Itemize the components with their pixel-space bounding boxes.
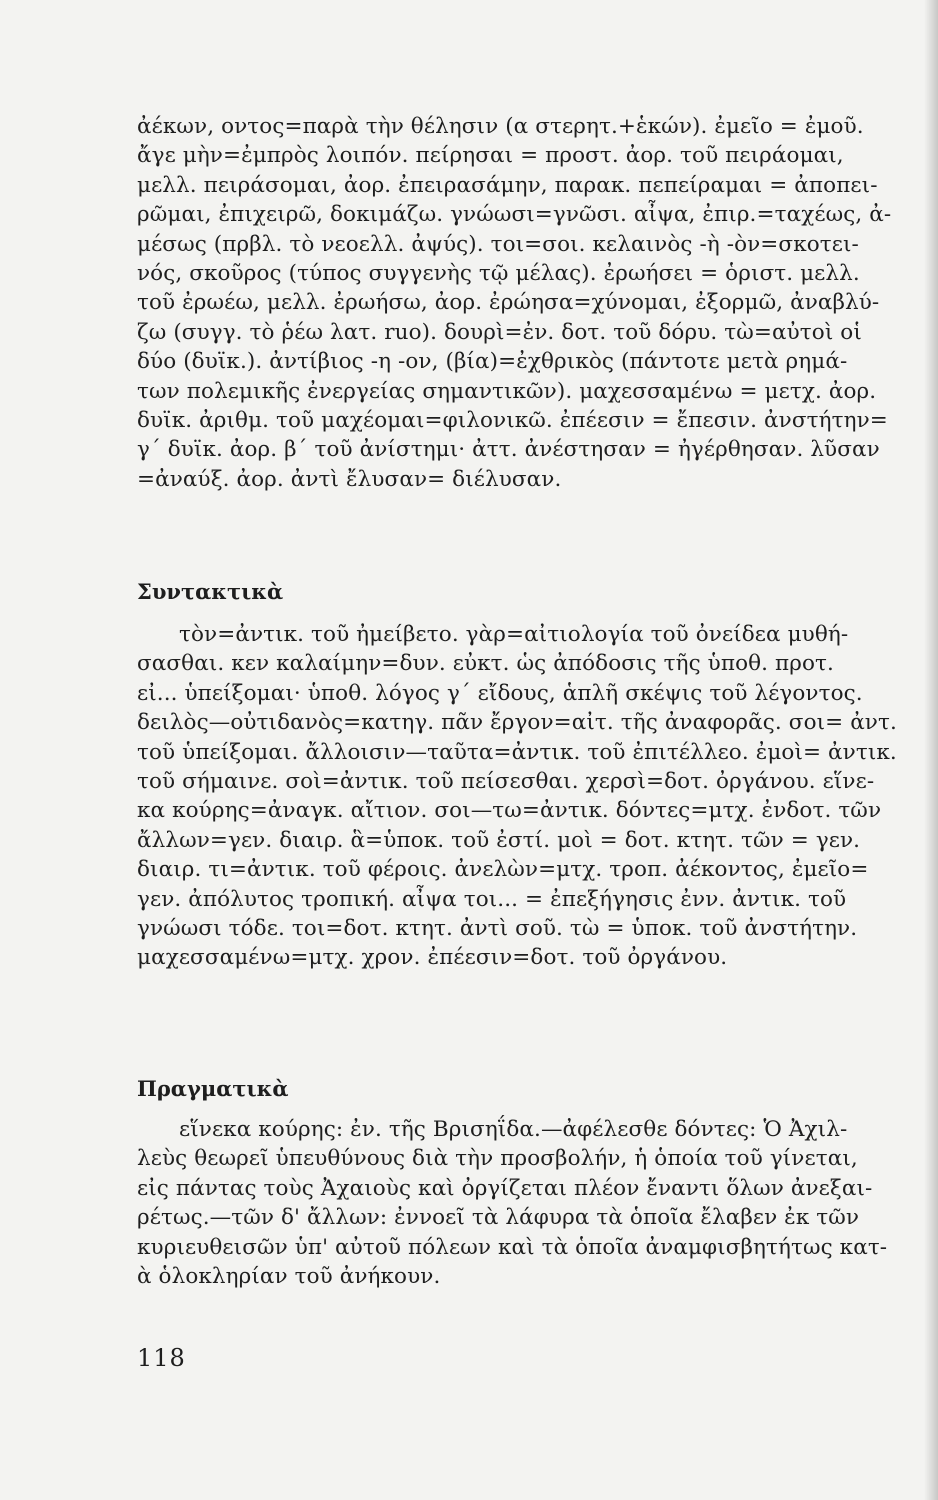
syntax-line: γεν. ἀπόλυτος τροπική. αἶψα τοι... = ἐπεξήγησις ἐνν. ἀντικ. τοῦ: [137, 886, 847, 912]
pragmatics-line: ρέτως.—τῶν δ' ἄλλων: ἐννοεῖ τὰ λάφυρα τὰ ὁποῖα ἔλαβεν ἐκ τῶν: [137, 1205, 860, 1231]
vocabulary-line: δύο (δυϊκ.). ἀντίβιος -η -ον, (βία)=ἐχθρικὸς (πάντοτε μετὰ ρημά-: [137, 349, 848, 375]
syntax-line: δειλὸς—οὐτιδανὸς=κατηγ. πᾶν ἔργον=αἰτ. τῆς ἀναφορᾶς. σοι= ἀντ.: [137, 710, 897, 736]
vocabulary-section: [137, 112, 923, 494]
syntax-heading: Συντακτικὰ: [137, 579, 284, 604]
syntax-line: τοῦ ὑπείξομαι. ἄλλοισιν—ταῦτα=ἀντικ. τοῦ ἐπιτέλλεο. ἐμοὶ= ἀντικ.: [137, 739, 897, 765]
pragmatics-section: [137, 1115, 923, 1291]
page-number: 118: [137, 1344, 186, 1372]
vocabulary-line: τοῦ ἐρωέω, μελλ. ἐρωήσω, ἀορ. ἐρώησα=χύνομαι, ἐξορμῶ, ἀναβλύ-: [137, 290, 880, 316]
vocabulary-line: νός, σκοῦρος (τύπος συγγενὴς τῷ μέλας). ἐρωήσει = ὁριστ. μελλ.: [137, 261, 860, 287]
vocabulary-line: των πολεμικῆς ἐνεργείας σημαντικῶν). μαχεσσαμένω = μετχ. ἀορ.: [137, 378, 877, 404]
vocabulary-line: μελλ. πειράσομαι, ἀορ. ἐπειρασάμην, παρακ. πεπείραμαι = ἀποπει-: [137, 172, 878, 198]
pragmatics-line: κυριευθεισῶν ὑπ' αὐτοῦ πόλεων καὶ τὰ ὁποῖα ἀναμφισβητήτως κατ-: [137, 1234, 888, 1260]
syntax-line: μαχεσσαμένω=μτχ. χρον. ἐπέεσιν=δοτ. τοῦ ὀργάνου.: [137, 945, 728, 971]
syntax-line: τὸν=ἀντικ. τοῦ ἠμείβετο. γὰρ=αἰτιολογία τοῦ ὀνείδεα μυθή-: [179, 622, 849, 647]
syntax-line: κα κούρης=ἀναγκ. αἴτιον. σοι—τω=ἀντικ. δόντες=μτχ. ἐνδοτ. τῶν: [137, 798, 882, 824]
vocabulary-line: δυϊκ. ἀριθμ. τοῦ μαχέομαι=φιλονικῶ. ἐπέεσιν = ἔπεσιν. ἀνστήτην=: [137, 408, 888, 434]
vocabulary-line: ρῶμαι, ἐπιχειρῶ, δοκιμάζω. γνώωσι=γνῶσι. αἶψα, ἐπιρ.=ταχέως, ἀ-: [137, 202, 892, 228]
syntax-line: τοῦ σήμαινε. σοὶ=ἀντικ. τοῦ πείσεσθαι. χερσὶ=δοτ. ὀργάνου. εἵνε-: [137, 769, 875, 795]
pragmatics-line: εἵνεκα κούρης: ἐν. τῆς Βρισηΐδα.—ἀφέλεσθε δόντες: Ὁ Ἀχιλ-: [179, 1117, 848, 1142]
pragmatics-line: λεὺς θεωρεῖ ὑπευθύνους διὰ τὴν προσβολήν, ἡ ὁποία τοῦ γίνεται,: [137, 1146, 858, 1172]
pragmatics-heading: Πραγματικὰ: [137, 1076, 289, 1101]
vocabulary-line: ζω (συγγ. τὸ ῥέω λατ. ruo). δουρὶ=ἐν. δοτ. τοῦ δόρυ. τὼ=αὐτοὶ οἱ: [137, 319, 862, 345]
vocabulary-line: μέσως (πρβλ. τὸ νεοελλ. ἀψύς). τοι=σοι. κελαινὸς -ὴ -ὸν=σκοτει-: [137, 231, 859, 257]
syntax-line: ἄλλων=γεν. διαιρ. ἃ=ὑποκ. τοῦ ἐστί. μοὶ = δοτ. κτητ. τῶν = γεν.: [137, 827, 861, 853]
vocabulary-line: =ἀναύξ. ἀορ. ἀντὶ ἔλυσαν= διέλυσαν.: [137, 466, 562, 492]
vocabulary-line: ἄγε μὴν=ἐμπρὸς λοιπόν. πείρησαι = προστ. ἀορ. τοῦ πειράομαι,: [137, 143, 844, 169]
vocabulary-line: ἀέκων, οντος=παρὰ τὴν θέλησιν (α στερητ.+ἑκών). ἐμεῖο = ἐμοῦ.: [137, 114, 864, 139]
syntax-line: σασθαι. κεν καλαίμην=δυν. εὐκτ. ὡς ἀπόδοσις τῆς ὑποθ. προτ.: [137, 651, 834, 677]
syntax-line: διαιρ. τι=ἀντικ. τοῦ φέροις. ἀνελὼν=μτχ. τροπ. ἀέκοντος, ἐμεῖο=: [137, 857, 869, 883]
syntax-line: εἰ... ὑπείξομαι· ὑποθ. λόγος γ΄ εἴδους, ἁπλῆ σκέψις τοῦ λέγοντος.: [137, 680, 863, 706]
pragmatics-line: ὰ ὁλοκληρίαν τοῦ ἀνήκουν.: [137, 1264, 441, 1290]
pragmatics-line: εἰς πάντας τοὺς Ἀχαιοὺς καὶ ὀργίζεται πλέον ἔναντι ὅλων ἀνεξαι-: [137, 1175, 873, 1201]
vocabulary-line: γ΄ δυϊκ. ἀορ. β΄ τοῦ ἀνίστημι· ἀττ. ἀνέστησαν = ἠγέρθησαν. λῦσαν: [137, 437, 880, 463]
page-edge-shadow: [924, 0, 938, 1500]
syntax-line: γνώωσι τόδε. τοι=δοτ. κτητ. ἀντὶ σοῦ. τὼ = ὑποκ. τοῦ ἀνστήτην.: [137, 916, 858, 942]
syntax-section: [137, 620, 923, 973]
